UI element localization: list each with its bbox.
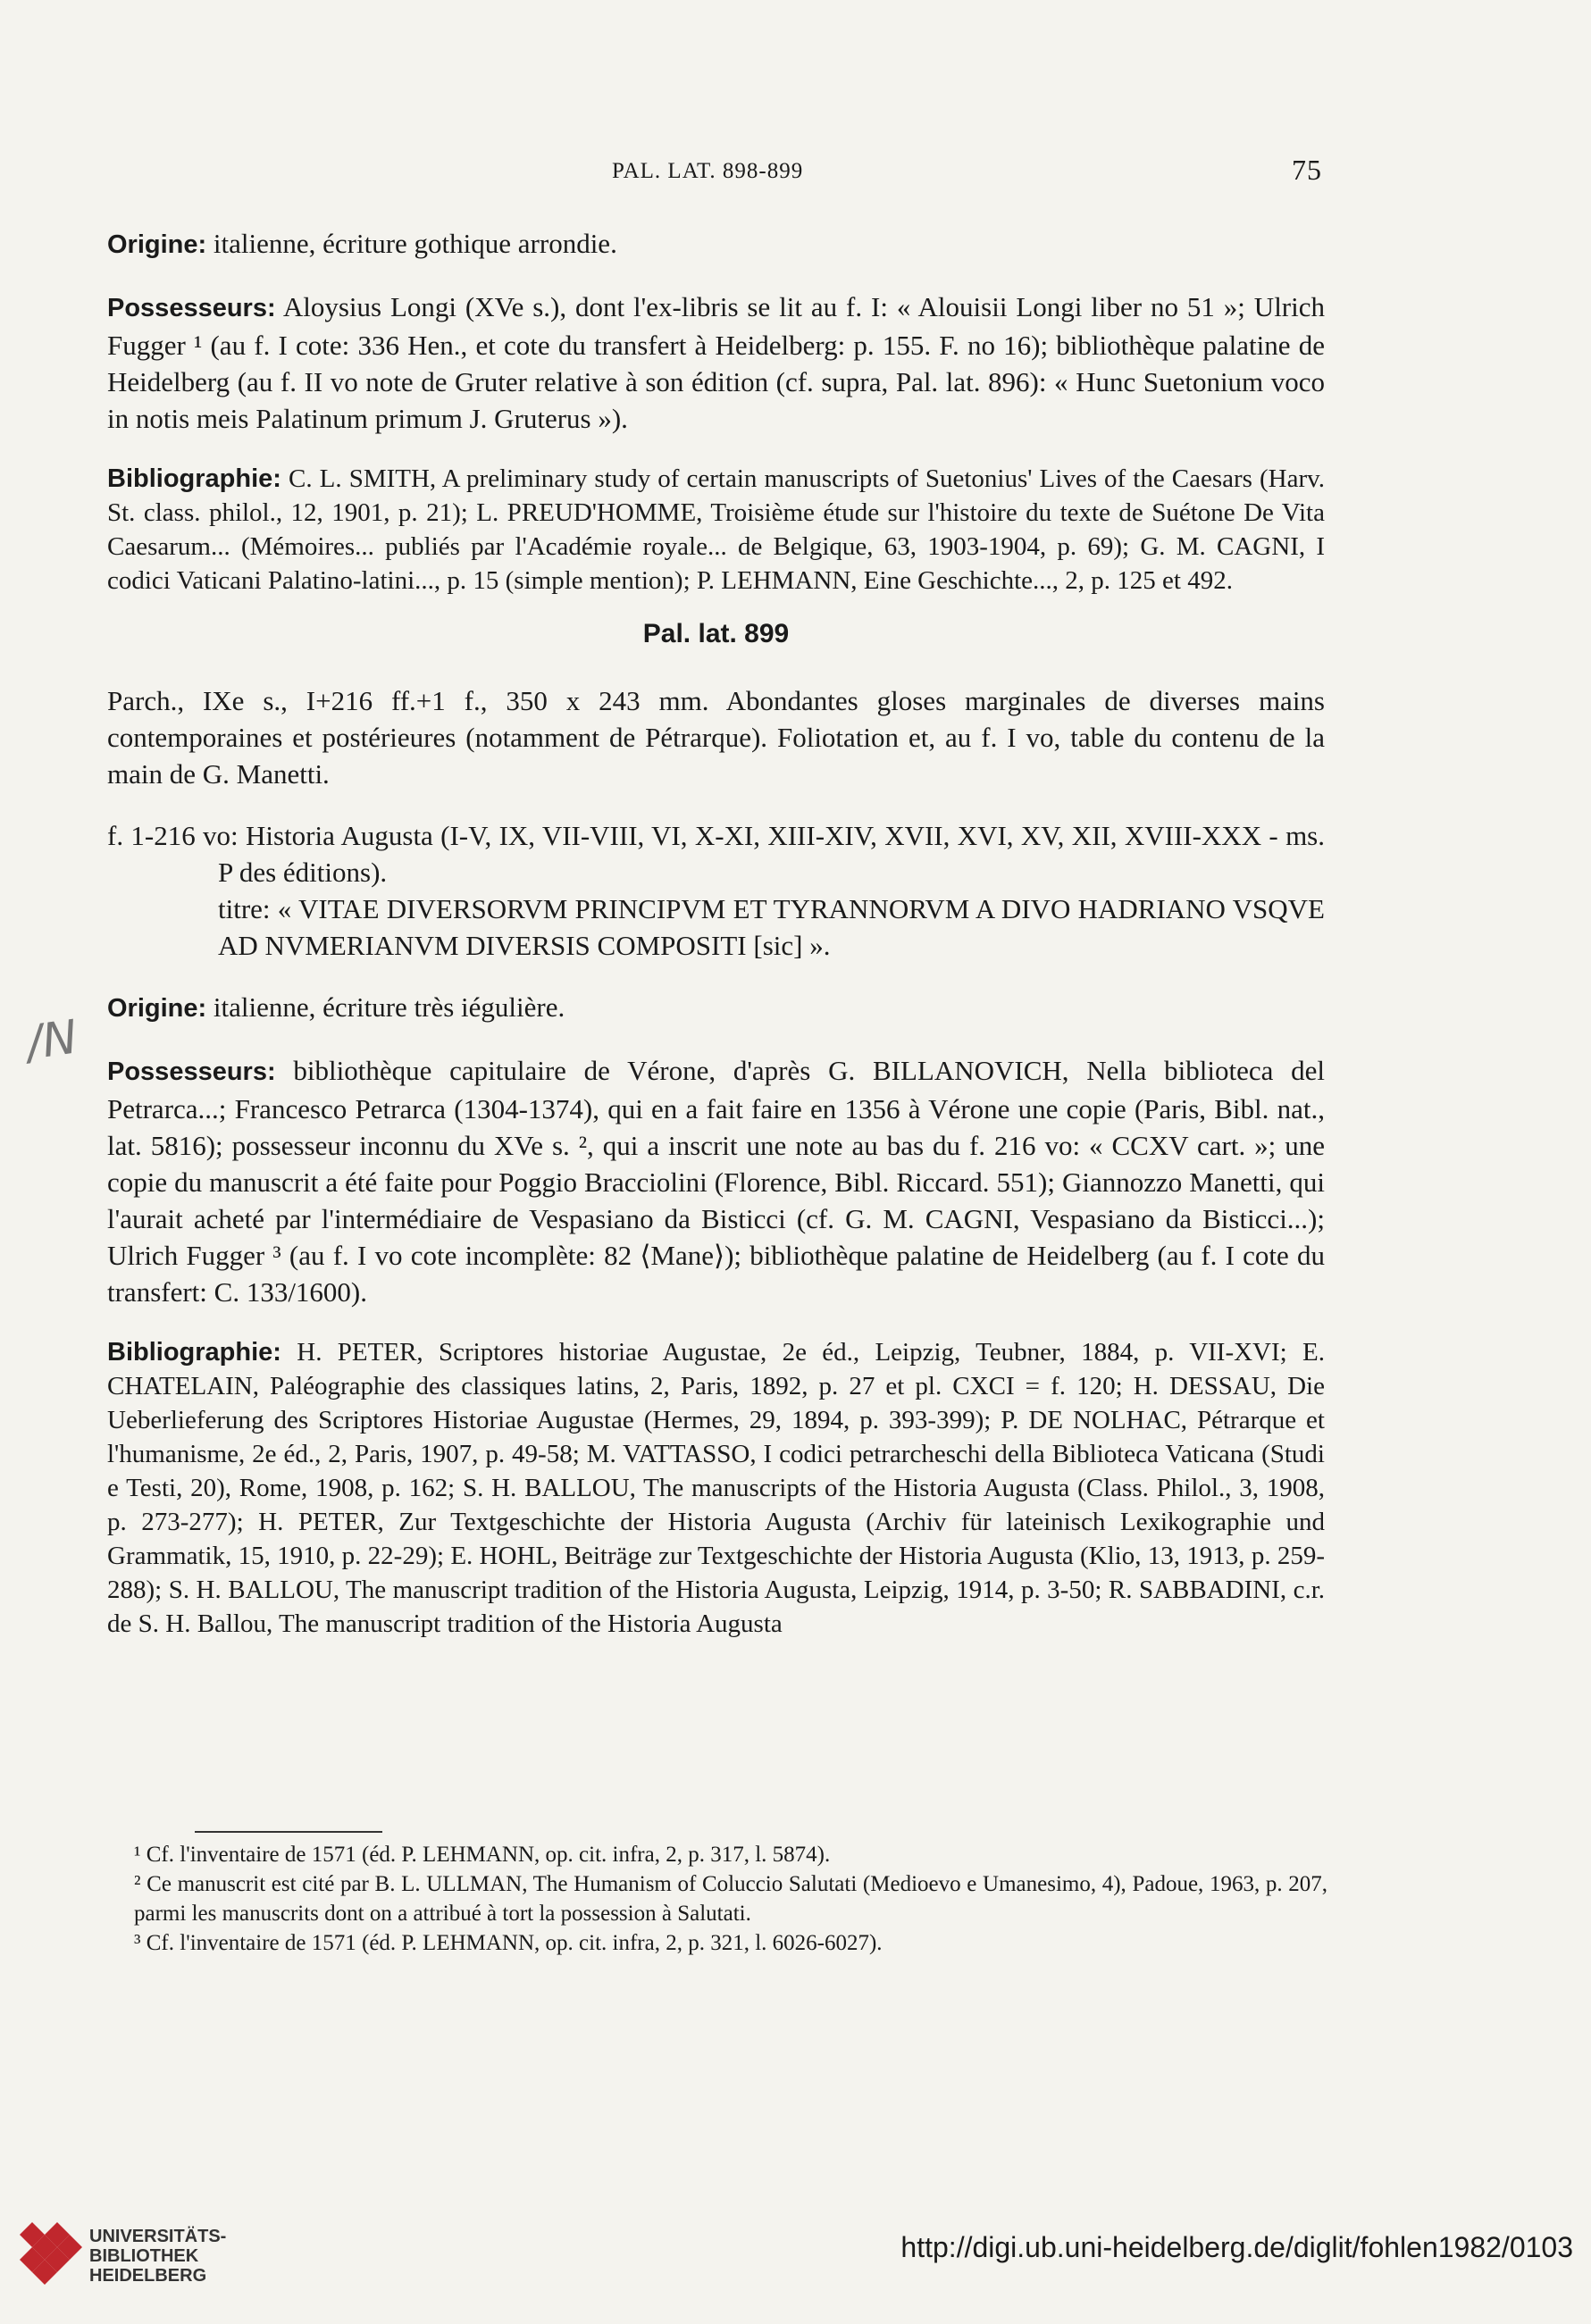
p899-contents: f. 1-216 vo: Historia Augusta (I-V, IX, VII-VIII, VI, X-XI, XIII-XIV, XVII, XVI, XV, XII, XVIII-XXX - ms. P des éditions). xyxy=(107,820,1325,888)
bibliographie-text: H. PETER, Scriptores historiae Augustae, 2e éd., Leipzig, Teubner, 1884, p. VII-XVI; E. CHATELAIN, Paléographie des classiques latins, 2, Paris, 1892, p. 27 et pl. CXCI = f. 120; H. DESSAU, Die Ueberlieferung des Scriptores Historiae Augustae (Hermes, 29, 1894, p. 393-399); P. DE NOLHAC, Pétrarque et l'humanisme, 2e éd., 2, Paris, 1907, p. 49-58; M. VATTASSO, I codici petrarcheschi della Biblioteca Vaticana (Studi e Testi, 20), Rome, 1908, p. 162; S. H. BALLOU, The manuscripts of the Historia Augusta (Class. Philol., 3, 1908, p. 273-277); H. PETER, Zur Textgeschichte der Historia Augusta (Archiv für lateinisch Lexikographie und Grammatik, 15, 1910, p. 22-29); E. HOHL, Beiträge zur Textgeschichte der Historia Augusta (Klio, 13, 1913, p. 259-288); S. H. BALLOU, The manuscript tradition of the Historia Augusta, Leipzig, 1914, p. 3-50; R. SABBADINI, c.r. de S. H. Ballou, The manuscript tradition of the Historia Augusta xyxy=(107,1338,1326,1638)
origine-text: italienne, écriture gothique arrondie. xyxy=(213,228,617,259)
footnote-2: ² Ce manuscrit est cité par B. L. ULLMAN, The Humanism of Coluccio Salutati (Medioevo e Umanesimo, 4), Padoue, 1963, p. 207, parmi les manuscrits dont on a attribué à tort la possession à Salutati. xyxy=(134,1872,1327,1926)
possesseurs-text: bibliothèque capitulaire de Vérone, d'après G. BILLANOVICH, Nella biblioteca del Petrarca...; Francesco Petrarca (1304-1374), qui en a fait faire en 1356 à Vérone une copie (Paris, Bibl. nat., lat. 5816); possesseur inconnu du XVe s. ², qui a inscrit une note au bas du f. 216 vo: « CCXV cart. »; une copie du manuscrit a été faite pour Poggio Bracciolini (Florence, Bibl. Riccard. 551); Giannozzo Manetti, qui l'aurait acheté par l'intermédiaire de Vespasiano da Bisticci (cf. G. M. CAGNI, Vespasiano da Bisticci...); Ulrich Fugger ³ (au f. I vo cote incomplète: 82 ⟨Mane⟩); bibliothèque palatine de Heidelberg (au f. I cote du transfert: C. 133/1600). xyxy=(107,1055,1325,1308)
origine-label: Origine: xyxy=(107,994,207,1023)
library-logo-icon xyxy=(20,2222,82,2285)
footnote-1: ¹ Cf. l'inventaire de 1571 (éd. P. LEHMANN, op. cit. infra, 2, p. 317, l. 5874). xyxy=(134,1843,831,1867)
main-text xyxy=(107,225,1325,1641)
running-head: PAL. LAT. 898-899 xyxy=(612,159,804,183)
p898-bibliographie xyxy=(107,462,1325,598)
p898-origine xyxy=(107,225,1325,263)
origine-label: Origine: xyxy=(107,230,207,259)
p899-description: Parch., IXe s., I+216 ff.+1 f., 350 x 243 mm. Abondantes gloses marginales de diverses mains contemporaines et postérieures (notamment de Pétrarque). Foliotation et, au f. I vo, table du contenu de la main de G. Manetti. xyxy=(107,685,1325,790)
library-name-line2: BIBLIOTHEK xyxy=(89,2246,199,2266)
page-number: 75 xyxy=(1292,154,1322,186)
footnotes xyxy=(134,1840,1327,1958)
library-name-line3: HEIDELBERG xyxy=(89,2266,207,2286)
possesseurs-label: Possesseurs: xyxy=(107,1058,276,1086)
p898-possesseurs xyxy=(107,288,1325,437)
bibliographie-label: Bibliographie: xyxy=(107,1338,281,1367)
library-name-line1: UNIVERSITÄTS- xyxy=(89,2227,227,2246)
p899-origine xyxy=(107,989,1325,1027)
digital-copy-url[interactable]: http://digi.ub.uni-heidelberg.de/diglit/fohlen1982/0103 xyxy=(900,2231,1573,2263)
p899-possesseurs xyxy=(107,1052,1325,1310)
handwritten-margin-note: /N xyxy=(23,1010,81,1071)
footnote-divider xyxy=(195,1831,382,1833)
p899-titre: titre: « VITAE DIVERSORVM PRINCIPVM ET TYRANNORVM A DIVO HADRIANO VSQVE AD NVMERIANVM DIVERSIS COMPOSITI [sic] ». xyxy=(218,893,1325,961)
p899-bibliographie xyxy=(107,1335,1325,1641)
origine-text: italienne, écriture très iégulière. xyxy=(213,991,565,1023)
footnote-3: ³ Cf. l'inventaire de 1571 (éd. P. LEHMANN, op. cit. infra, 2, p. 321, l. 6026-6027). xyxy=(134,1931,883,1955)
possesseurs-text: Aloysius Longi (XVe s.), dont l'ex-libris se lit au f. I: « Alouisii Longi liber no 51 »; Ulrich Fugger ¹ (au f. I cote: 336 Hen., et cote du transfert à Heidelberg: p. 155. F. no 16); bibliothèque palatine de Heidelberg (au f. II vo note de Gruter relative à son édition (cf. supra, Pal. lat. 896): « Hunc Suetonium voco in notis meis Palatinum primum J. Gruterus »). xyxy=(107,291,1325,434)
bibliographie-text: C. L. SMITH, A preliminary study of certain manuscripts of Suetonius' Lives of the Caesars (Harv. St. class. philol., 12, 1901, p. 21); L. PREUD'HOMME, Troisième étude sur l'histoire du texte de Suétone De Vita Caesarum... (Mémoires... publiés par l'Académie royale... de Belgique, 63, 1903-1904, p. 69); G. M. CAGNI, I codici Vaticani Palatino-latini..., p. 15 (simple mention); P. LEHMANN, Eine Geschichte..., 2, p. 125 et 492. xyxy=(107,464,1325,595)
possesseurs-label: Possesseurs: xyxy=(107,294,276,322)
viewer-footer xyxy=(0,2195,1591,2324)
bibliographie-label: Bibliographie: xyxy=(107,464,281,493)
library-name xyxy=(89,2227,226,2286)
section-title-pal-lat-899: Pal. lat. 899 xyxy=(642,619,790,648)
